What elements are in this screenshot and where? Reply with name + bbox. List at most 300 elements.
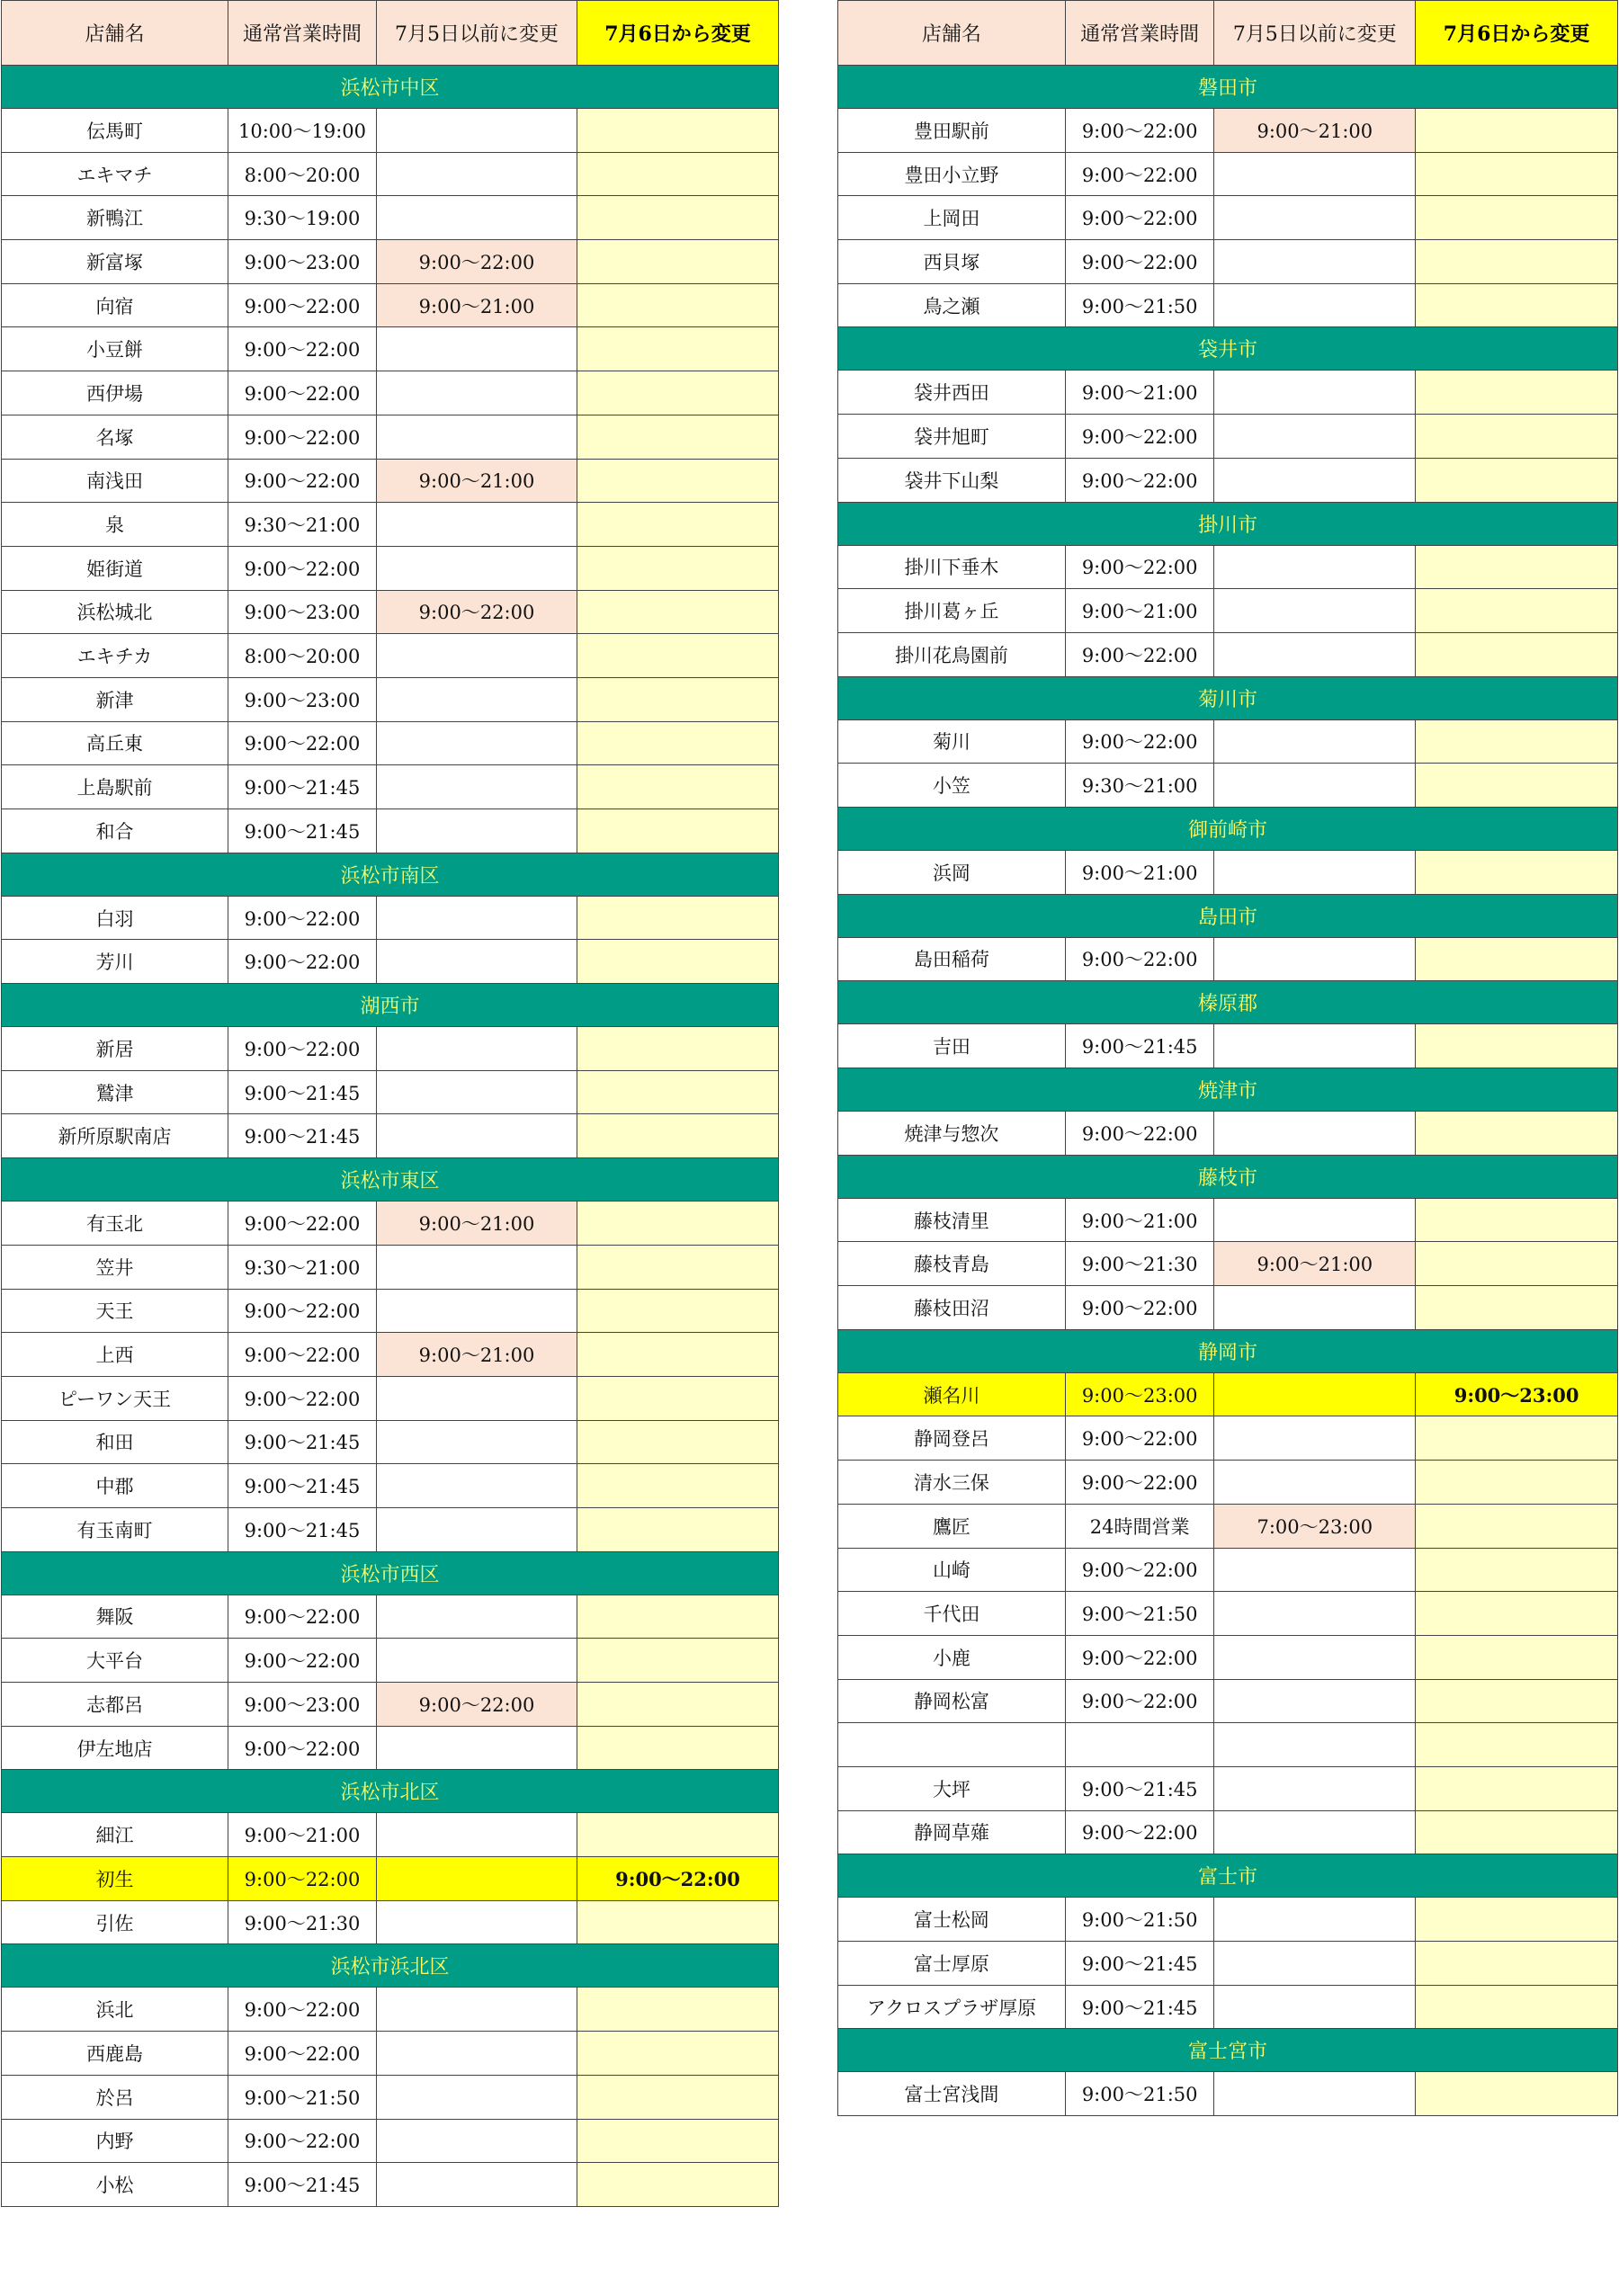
store-name-cell: 伊左地店	[2, 1726, 228, 1770]
normal-hours-cell: 9:00～21:45	[228, 1420, 377, 1464]
change-from-jul6-cell	[577, 2119, 779, 2163]
normal-hours-cell: 9:30～19:00	[228, 196, 377, 240]
change-before-jul5-cell: 9:00～21:00	[377, 283, 577, 327]
change-from-jul6-cell	[577, 459, 779, 503]
normal-hours-cell: 9:00～22:00	[1065, 1548, 1214, 1592]
change-from-jul6-cell	[1416, 1548, 1618, 1592]
normal-hours-cell: 9:00～21:45	[228, 1114, 377, 1158]
change-from-jul6-cell	[577, 109, 779, 153]
region-name: 焼津市	[838, 1068, 1618, 1112]
change-from-jul6-cell	[577, 1376, 779, 1420]
change-before-jul5-cell	[377, 677, 577, 721]
store-name-cell: 初生	[2, 1857, 228, 1901]
store-name-cell: 豊田駅前	[838, 109, 1066, 153]
store-hours-table-right	[837, 0, 1618, 2116]
store-row	[838, 545, 1618, 589]
store-name-cell: 白羽	[2, 896, 228, 940]
change-from-jul6-cell	[1416, 1592, 1618, 1636]
change-before-jul5-cell	[1214, 589, 1416, 633]
store-name-cell: 鷲津	[2, 1070, 228, 1114]
store-row	[2, 1289, 779, 1333]
change-before-jul5-cell	[377, 1813, 577, 1857]
store-name-cell: 名塚	[2, 415, 228, 459]
normal-hours-cell: 9:00～22:00	[228, 2119, 377, 2163]
store-name-cell: 有玉北	[2, 1202, 228, 1246]
store-name-cell: 天王	[2, 1289, 228, 1333]
region-name: 掛川市	[838, 502, 1618, 545]
normal-hours-cell: 9:00～22:00	[1065, 1461, 1214, 1505]
change-before-jul5-cell	[377, 1114, 577, 1158]
change-before-jul5-cell	[377, 1070, 577, 1114]
change-before-jul5-cell	[1214, 1635, 1416, 1679]
store-name-cell: 内野	[2, 2119, 228, 2163]
store-row	[838, 937, 1618, 981]
change-from-jul6-cell	[1416, 1416, 1618, 1461]
normal-hours-cell: 9:00～22:00	[228, 1333, 377, 1377]
change-before-jul5-cell	[377, 2119, 577, 2163]
change-before-jul5-cell	[377, 196, 577, 240]
normal-hours-cell: 9:30～21:00	[228, 1245, 377, 1289]
store-row	[2, 1857, 779, 1901]
region-header-row	[2, 1944, 779, 1988]
normal-hours-cell: 9:00～23:00	[1065, 1372, 1214, 1416]
change-from-jul6-cell	[577, 1245, 779, 1289]
change-from-jul6-cell	[577, 590, 779, 634]
normal-hours-cell: 9:00～22:00	[228, 1639, 377, 1683]
store-name-cell: 有玉南町	[2, 1507, 228, 1551]
store-name-cell: 高丘東	[2, 721, 228, 765]
normal-hours-cell: 9:00～21:00	[1065, 589, 1214, 633]
store-row	[838, 371, 1618, 415]
change-before-jul5-cell	[1214, 196, 1416, 240]
store-row	[838, 1898, 1618, 1942]
store-name-cell: 大坪	[838, 1766, 1066, 1810]
store-name-cell: 細江	[2, 1813, 228, 1857]
change-before-jul5-cell	[377, 1289, 577, 1333]
change-from-jul6-cell: 9:00～23:00	[1416, 1372, 1618, 1416]
region-name: 藤枝市	[838, 1155, 1618, 1198]
store-row	[2, 1202, 779, 1246]
change-before-jul5-cell	[377, 1639, 577, 1683]
change-from-jul6-cell	[577, 1464, 779, 1508]
region-header-row	[838, 327, 1618, 371]
normal-hours-cell: 9:00～23:00	[228, 677, 377, 721]
region-name: 御前崎市	[838, 807, 1618, 850]
change-from-jul6-cell	[1416, 1942, 1618, 1986]
store-name-cell: 浜北	[2, 1988, 228, 2032]
normal-hours-cell: 9:00～21:45	[1065, 1985, 1214, 2029]
change-from-jul6-cell	[1416, 283, 1618, 327]
change-from-jul6-cell	[577, 371, 779, 415]
store-name-cell: 吉田	[838, 1024, 1066, 1068]
change-from-jul6-cell	[577, 1726, 779, 1770]
store-name-cell: 伝馬町	[2, 109, 228, 153]
region-header-row	[2, 853, 779, 896]
store-row	[838, 1504, 1618, 1548]
change-from-jul6-cell	[577, 1639, 779, 1683]
change-before-jul5-cell	[377, 327, 577, 371]
change-before-jul5-cell	[377, 109, 577, 153]
region-header-row	[2, 66, 779, 109]
store-row	[838, 1635, 1618, 1679]
store-name-cell: 鷹匠	[838, 1504, 1066, 1548]
change-from-jul6-cell	[1416, 240, 1618, 284]
normal-hours-cell: 8:00～20:00	[228, 152, 377, 196]
change-from-jul6-cell	[577, 1070, 779, 1114]
change-before-jul5-cell	[1214, 1461, 1416, 1505]
store-row	[2, 1245, 779, 1289]
change-from-jul6-cell	[1416, 1679, 1618, 1723]
store-name-cell: 小松	[2, 2163, 228, 2207]
store-name-cell: 掛川下垂木	[838, 545, 1066, 589]
change-before-jul5-cell: 9:00～22:00	[377, 1683, 577, 1727]
change-from-jul6-cell	[577, 152, 779, 196]
store-row	[2, 1813, 779, 1857]
change-before-jul5-cell: 9:00～21:00	[377, 459, 577, 503]
change-before-jul5-cell: 7:00～23:00	[1214, 1504, 1416, 1548]
header-row	[2, 1, 779, 66]
store-row	[2, 809, 779, 853]
store-name-cell: 富士厚原	[838, 1942, 1066, 1986]
store-name-cell: 舞阪	[2, 1595, 228, 1639]
change-before-jul5-cell	[1214, 1723, 1416, 1767]
change-before-jul5-cell	[377, 1726, 577, 1770]
store-row	[2, 546, 779, 590]
change-from-jul6-cell	[1416, 1242, 1618, 1286]
change-before-jul5-cell	[377, 896, 577, 940]
change-from-jul6-cell	[1416, 1198, 1618, 1242]
region-header-row	[838, 1068, 1618, 1112]
change-from-jul6-cell	[577, 283, 779, 327]
store-row	[838, 1548, 1618, 1592]
store-row	[2, 896, 779, 940]
change-from-jul6-cell	[1416, 1112, 1618, 1156]
store-row	[838, 1372, 1618, 1416]
store-name-cell: 富士宮浅間	[838, 2072, 1066, 2116]
normal-hours-cell: 9:00～21:45	[1065, 1766, 1214, 1810]
change-from-jul6-cell	[577, 2163, 779, 2207]
change-from-jul6-cell	[577, 503, 779, 547]
normal-hours-cell: 24時間営業	[1065, 1504, 1214, 1548]
store-name-cell: 鳥之瀬	[838, 283, 1066, 327]
region-name: 浜松市浜北区	[2, 1944, 779, 1988]
store-name-cell: 西鹿島	[2, 2032, 228, 2076]
normal-hours-cell: 9:00～22:00	[228, 327, 377, 371]
change-from-jul6-cell	[1416, 1898, 1618, 1942]
normal-hours-cell: 9:00～21:45	[228, 809, 377, 853]
store-row	[838, 1592, 1618, 1636]
change-before-jul5-cell	[1214, 1548, 1416, 1592]
region-name: 富士宮市	[838, 2029, 1618, 2072]
region-header-row	[838, 502, 1618, 545]
change-before-jul5-cell	[1214, 764, 1416, 808]
store-row	[838, 719, 1618, 764]
change-before-jul5-cell	[1214, 1372, 1416, 1416]
change-from-jul6-cell	[577, 1813, 779, 1857]
store-name-cell: 掛川花鳥園前	[838, 632, 1066, 676]
store-row	[2, 1683, 779, 1727]
store-row	[2, 196, 779, 240]
normal-hours-cell: 10:00～19:00	[228, 109, 377, 153]
store-name-cell: 袋井下山梨	[838, 458, 1066, 502]
region-header-row	[838, 807, 1618, 850]
change-before-jul5-cell	[1214, 1679, 1416, 1723]
change-before-jul5-cell	[1214, 1286, 1416, 1330]
normal-hours-cell: 9:00～21:45	[228, 1464, 377, 1508]
region-name: 静岡市	[838, 1329, 1618, 1372]
change-from-jul6-cell	[577, 327, 779, 371]
region-header-row	[838, 676, 1618, 719]
change-before-jul5-cell	[1214, 152, 1416, 196]
store-row	[838, 283, 1618, 327]
store-name-cell: 新富塚	[2, 240, 228, 284]
normal-hours-cell: 9:00～22:00	[228, 1202, 377, 1246]
change-from-jul6-cell	[577, 765, 779, 809]
normal-hours-cell: 9:00～22:00	[228, 415, 377, 459]
normal-hours-cell: 9:00～23:00	[228, 1683, 377, 1727]
change-before-jul5-cell	[377, 721, 577, 765]
store-row	[838, 109, 1618, 153]
store-row	[2, 1595, 779, 1639]
change-before-jul5-cell	[1214, 1985, 1416, 2029]
store-name-cell: 豊田小立野	[838, 152, 1066, 196]
change-before-jul5-cell	[1214, 240, 1416, 284]
change-before-jul5-cell	[377, 371, 577, 415]
change-before-jul5-cell	[1214, 371, 1416, 415]
store-row	[838, 196, 1618, 240]
store-name-cell: 西貝塚	[838, 240, 1066, 284]
store-name-cell: 菊川	[838, 719, 1066, 764]
store-name-cell: ピーワン天王	[2, 1376, 228, 1420]
store-name-cell: 袋井西田	[838, 371, 1066, 415]
store-name-cell: 静岡松富	[838, 1679, 1066, 1723]
store-row	[2, 765, 779, 809]
change-before-jul5-cell	[377, 2032, 577, 2076]
store-row	[2, 1027, 779, 1071]
store-name-cell: 焼津与惣次	[838, 1112, 1066, 1156]
change-from-jul6-cell	[577, 940, 779, 984]
change-from-jul6-cell	[577, 1114, 779, 1158]
store-row	[2, 1114, 779, 1158]
normal-hours-cell: 9:00～22:00	[228, 546, 377, 590]
change-before-jul5-cell	[1214, 1592, 1416, 1636]
change-from-jul6-cell	[577, 2032, 779, 2076]
store-name-cell: 新所原駅南店	[2, 1114, 228, 1158]
change-before-jul5-cell	[1214, 719, 1416, 764]
change-before-jul5-cell	[1214, 2072, 1416, 2116]
store-row	[838, 1286, 1618, 1330]
normal-hours-cell: 9:00～21:00	[228, 1813, 377, 1857]
store-row	[838, 1942, 1618, 1986]
header-store-name: 店舗名	[838, 1, 1066, 66]
change-from-jul6-cell	[1416, 1286, 1618, 1330]
store-name-cell: 小豆餅	[2, 327, 228, 371]
change-before-jul5-cell: 9:00～21:00	[1214, 109, 1416, 153]
change-before-jul5-cell	[377, 1507, 577, 1551]
store-name-cell: 静岡草薙	[838, 1810, 1066, 1854]
store-row	[838, 1679, 1618, 1723]
store-row	[838, 1461, 1618, 1505]
change-from-jul6-cell	[577, 809, 779, 853]
store-row	[838, 1416, 1618, 1461]
change-before-jul5-cell	[1214, 1766, 1416, 1810]
normal-hours-cell: 9:00～22:00	[228, 1988, 377, 2032]
change-from-jul6-cell	[1416, 152, 1618, 196]
change-before-jul5-cell	[1214, 458, 1416, 502]
normal-hours-cell: 9:00～22:00	[228, 1857, 377, 1901]
store-name-cell: 向宿	[2, 283, 228, 327]
store-name-cell: 藤枝田沼	[838, 1286, 1066, 1330]
store-row	[2, 152, 779, 196]
change-from-jul6-cell	[577, 1683, 779, 1727]
region-name: 湖西市	[2, 984, 779, 1027]
store-name-cell: 浜岡	[838, 850, 1066, 894]
change-from-jul6-cell	[1416, 545, 1618, 589]
change-from-jul6-cell	[1416, 415, 1618, 459]
change-from-jul6-cell	[1416, 458, 1618, 502]
change-before-jul5-cell	[377, 1245, 577, 1289]
store-row	[2, 1070, 779, 1114]
change-from-jul6-cell	[577, 546, 779, 590]
change-from-jul6-cell	[1416, 1461, 1618, 1505]
normal-hours-cell: 9:00～22:00	[1065, 196, 1214, 240]
store-name-cell: 新津	[2, 677, 228, 721]
region-header-row	[2, 984, 779, 1027]
region-name: 浜松市中区	[2, 66, 779, 109]
store-name-cell: 西伊場	[2, 371, 228, 415]
change-before-jul5-cell	[377, 415, 577, 459]
store-row	[838, 1985, 1618, 2029]
store-name-cell: 小笠	[838, 764, 1066, 808]
normal-hours-cell: 9:00～23:00	[228, 590, 377, 634]
change-before-jul5-cell	[1214, 1810, 1416, 1854]
normal-hours-cell: 9:00～21:00	[1065, 1198, 1214, 1242]
store-row	[838, 764, 1618, 808]
region-name: 磐田市	[838, 66, 1618, 109]
change-from-jul6-cell	[577, 196, 779, 240]
change-from-jul6-cell	[577, 721, 779, 765]
store-name-cell	[838, 1723, 1066, 1767]
store-hours-table-left	[1, 0, 779, 2207]
change-from-jul6-cell	[1416, 371, 1618, 415]
change-before-jul5-cell	[1214, 1416, 1416, 1461]
normal-hours-cell: 9:00～22:00	[1065, 1810, 1214, 1854]
change-before-jul5-cell	[377, 1595, 577, 1639]
normal-hours-cell: 9:00～22:00	[228, 896, 377, 940]
store-row	[838, 1198, 1618, 1242]
normal-hours-cell: 9:00～22:00	[228, 283, 377, 327]
change-before-jul5-cell	[377, 1464, 577, 1508]
normal-hours-cell: 9:00～23:00	[228, 240, 377, 284]
store-name-cell: 中郡	[2, 1464, 228, 1508]
store-row	[2, 2119, 779, 2163]
store-name-cell: 芳川	[2, 940, 228, 984]
change-from-jul6-cell	[577, 1988, 779, 2032]
normal-hours-cell: 9:00～21:50	[1065, 1592, 1214, 1636]
normal-hours-cell: 9:00～21:45	[228, 2163, 377, 2207]
store-name-cell: アクロスプラザ厚原	[838, 1985, 1066, 2029]
change-before-jul5-cell	[377, 2075, 577, 2119]
change-before-jul5-cell	[1214, 937, 1416, 981]
normal-hours-cell: 9:00～22:00	[1065, 415, 1214, 459]
normal-hours-cell	[1065, 1723, 1214, 1767]
store-row	[838, 1766, 1618, 1810]
normal-hours-cell: 9:00～21:50	[1065, 2072, 1214, 2116]
store-row	[2, 1988, 779, 2032]
normal-hours-cell: 9:00～22:00	[228, 940, 377, 984]
store-row	[2, 1726, 779, 1770]
store-row	[838, 458, 1618, 502]
normal-hours-cell: 9:00～21:00	[1065, 371, 1214, 415]
store-name-cell: 島田稲荷	[838, 937, 1066, 981]
change-from-jul6-cell	[577, 634, 779, 678]
store-row	[838, 632, 1618, 676]
store-row	[838, 1810, 1618, 1854]
change-before-jul5-cell: 9:00～21:00	[1214, 1242, 1416, 1286]
region-header-row	[838, 1329, 1618, 1372]
store-name-cell: 山崎	[838, 1548, 1066, 1592]
change-before-jul5-cell: 9:00～21:00	[377, 1202, 577, 1246]
normal-hours-cell: 8:00～20:00	[228, 634, 377, 678]
store-row	[2, 1507, 779, 1551]
region-name: 浜松市南区	[2, 853, 779, 896]
store-row	[2, 240, 779, 284]
store-row	[2, 1333, 779, 1377]
normal-hours-cell: 9:00～22:00	[1065, 1679, 1214, 1723]
change-before-jul5-cell: 9:00～21:00	[377, 1333, 577, 1377]
region-header-row	[838, 2029, 1618, 2072]
normal-hours-cell: 9:00～21:45	[1065, 1024, 1214, 1068]
region-header-row	[838, 981, 1618, 1024]
change-from-jul6-cell	[1416, 764, 1618, 808]
store-row	[838, 2072, 1618, 2116]
normal-hours-cell: 9:00～22:00	[1065, 1635, 1214, 1679]
store-name-cell: 新居	[2, 1027, 228, 1071]
region-header-row	[838, 1854, 1618, 1898]
store-name-cell: 千代田	[838, 1592, 1066, 1636]
store-name-cell: 上岡田	[838, 196, 1066, 240]
normal-hours-cell: 9:00～22:00	[1065, 152, 1214, 196]
change-from-jul6-cell	[577, 1289, 779, 1333]
store-name-cell: 姫街道	[2, 546, 228, 590]
change-before-jul5-cell	[1214, 1024, 1416, 1068]
change-before-jul5-cell	[1214, 632, 1416, 676]
change-from-jul6-cell	[577, 1027, 779, 1071]
normal-hours-cell: 9:00～22:00	[228, 721, 377, 765]
normal-hours-cell: 9:30～21:00	[228, 503, 377, 547]
change-from-jul6-cell	[577, 415, 779, 459]
store-row	[2, 721, 779, 765]
change-before-jul5-cell	[377, 152, 577, 196]
normal-hours-cell: 9:00～22:00	[228, 459, 377, 503]
store-name-cell: 藤枝清里	[838, 1198, 1066, 1242]
normal-hours-cell: 9:00～22:00	[1065, 545, 1214, 589]
change-from-jul6-cell	[577, 896, 779, 940]
change-from-jul6-cell	[577, 1595, 779, 1639]
store-name-cell: 新鴨江	[2, 196, 228, 240]
change-from-jul6-cell	[1416, 937, 1618, 981]
change-from-jul6-cell	[1416, 589, 1618, 633]
normal-hours-cell: 9:00～21:00	[1065, 850, 1214, 894]
store-row	[2, 2163, 779, 2207]
store-name-cell: 上島駅前	[2, 765, 228, 809]
store-row	[2, 634, 779, 678]
store-name-cell: 笠井	[2, 1245, 228, 1289]
change-from-jul6-cell	[1416, 196, 1618, 240]
normal-hours-cell: 9:00～21:30	[1065, 1242, 1214, 1286]
region-name: 富士市	[838, 1854, 1618, 1898]
store-row	[2, 940, 779, 984]
